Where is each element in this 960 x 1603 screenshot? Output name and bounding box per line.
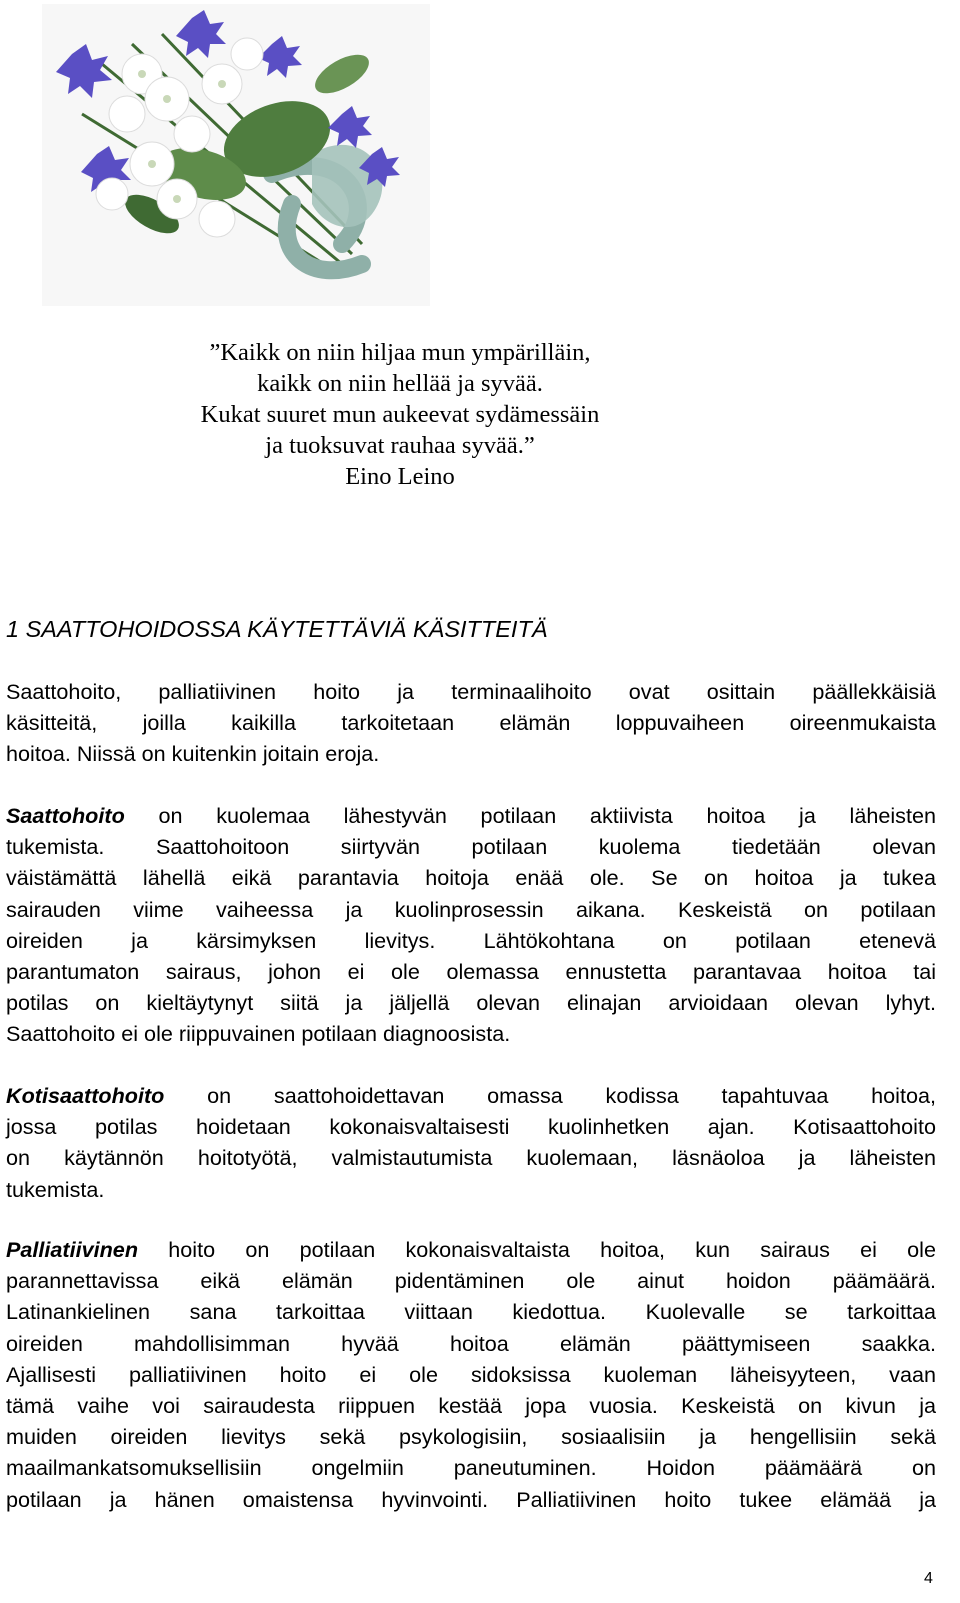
intro-paragraph xyxy=(6,676,936,770)
paragraph-line: oireiden ja kärsimyksen lievitys. Lähtökohtana on potilaan etenevä xyxy=(6,927,936,953)
paragraph-text: on kuolemaa lähestyvän potilaan aktiivista hoitoa ja läheisten xyxy=(124,803,936,828)
paragraph-line: tukemista. xyxy=(6,1176,105,1202)
paragraph-line: muiden oireiden lievitys sekä psykologisiin, sosiaalisiin ja hengellisiin sekä xyxy=(6,1424,936,1450)
paragraph-line: sairauden viime vaiheessa ja kuolinprosessin aikana. Keskeistä on potilaan xyxy=(6,896,936,922)
section-heading: 1 SAATTOHOIDOSSA KÄYTETTÄVIÄ KÄSITTEITÄ xyxy=(6,616,548,642)
poem-author: Eino Leino xyxy=(345,463,455,490)
flower-bouquet-icon xyxy=(42,4,430,306)
paragraph-line: Saattohoito ei ole riippuvainen potilaan diagnoosista. xyxy=(6,1021,511,1047)
paragraph-text: hoito on potilaan kokonaisvaltaista hoitoa, kun sairaus ei ole xyxy=(138,1237,936,1262)
poem-line: Kukat suuret mun aukeevat sydämessäin xyxy=(200,401,600,428)
paragraph-line xyxy=(6,800,936,831)
saattohoito-paragraph xyxy=(6,800,936,1050)
poem-line: kaikk on niin hellää ja syvää. xyxy=(257,370,543,397)
paragraph-line: tämä vaihe voi sairaudesta riippuen kestää jopa vuosia. Keskeistä on kivun ja xyxy=(6,1392,936,1418)
term-kotisaattohoito: Kotisaattohoito xyxy=(6,1083,165,1108)
paragraph-line: hoitoa. Niissä on kuitenkin joitain eroja. xyxy=(6,741,380,767)
paragraph-line: tukemista. Saattohoitoon siirtyvän potilaan kuolema tiedetään olevan xyxy=(6,834,936,860)
page-number: 4 xyxy=(924,1570,933,1587)
paragraph-line: Ajallisesti palliatiivinen hoito ei ole sidoksissa kuoleman läheisyyteen, vaan xyxy=(6,1361,936,1387)
term-saattohoito: Saattohoito xyxy=(6,803,125,828)
flower-bouquet-illustration xyxy=(42,4,430,306)
paragraph-line: Saattohoito, palliatiivinen hoito ja terminaalihoito ovat osittain päällekkäisiä xyxy=(6,679,936,704)
poem-line: ja tuoksuvat rauhaa syvää.” xyxy=(265,432,535,459)
paragraph-line: parannettavissa eikä elämän pidentäminen ole ainut hoidon päämäärä. xyxy=(6,1268,936,1294)
paragraph-line: maailmankatsomuksellisiin ongelmiin paneutuminen. Hoidon päämäärä on xyxy=(6,1455,936,1481)
paragraph-line: oireiden mahdollisimman hyvää hoitoa elämän päättymiseen saakka. xyxy=(6,1330,936,1356)
kotisaattohoito-paragraph xyxy=(6,1080,936,1205)
paragraph-line: jossa potilas hoidetaan kokonaisvaltaisesti kuolinhetken ajan. Kotisaattohoito xyxy=(6,1114,936,1140)
paragraph-line: on käytännön hoitotyötä, valmistautumista kuolemaan, läsnäoloa ja läheisten xyxy=(6,1145,936,1171)
term-palliatiivinen: Palliatiivinen xyxy=(6,1237,139,1262)
paragraph-line xyxy=(6,1234,936,1265)
paragraph-line: potilas on kieltäytynyt siitä ja jäljellä olevan elinajan arvioidaan olevan lyhyt. xyxy=(6,990,936,1016)
paragraph-line: Latinankielinen sana tarkoittaa viittaan kiedottua. Kuolevalle se tarkoittaa xyxy=(6,1299,936,1325)
paragraph-line: väistämättä lähellä eikä parantavia hoitoja enää ole. Se on hoitoa ja tukea xyxy=(6,865,936,891)
paragraph-line xyxy=(6,1080,936,1111)
paragraph-line: potilaan ja hänen omaistensa hyvinvointi. Palliatiivinen hoito tukee elämää ja xyxy=(6,1486,936,1512)
paragraph-line: käsitteitä, joilla kaikilla tarkoitetaan elämän loppuvaiheen oireenmukaista xyxy=(6,710,936,736)
paragraph-text: on saattohoidettavan omassa kodissa tapahtuvaa hoitoa, xyxy=(164,1083,936,1108)
palliatiivinen-paragraph xyxy=(6,1234,936,1515)
poem-quote xyxy=(0,337,800,492)
poem-line: ”Kaikk on niin hiljaa mun ympärilläin, xyxy=(209,339,591,366)
paragraph-line: parantumaton sairaus, johon ei ole olemassa ennustetta parantavaa hoitoa tai xyxy=(6,958,936,984)
